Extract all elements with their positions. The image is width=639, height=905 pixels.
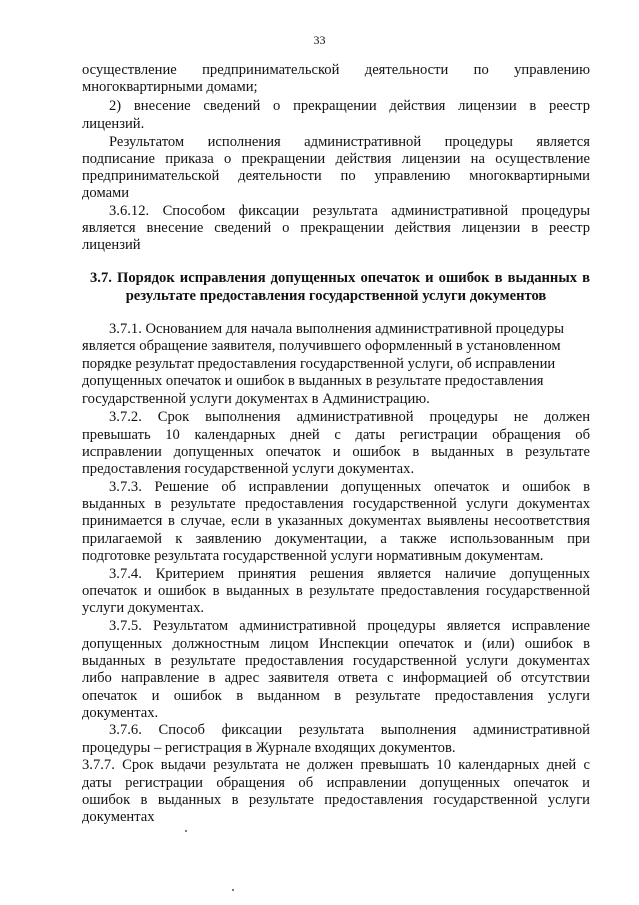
- page-number: 33: [313, 33, 326, 47]
- text-line: 3.7.1. Основанием для начала выполнения административной процедуры: [109, 321, 565, 337]
- text-line: предпринимательской деятельности по управлению многоквартирными: [82, 168, 590, 184]
- text-line: опечаток и ошибок в выданных в результате предоставления государственной: [82, 583, 590, 599]
- text-line: подготовке результата государственной услуги нормативным документам.: [82, 548, 544, 564]
- text-line: услуги документах.: [82, 600, 205, 616]
- text-line: предоставления государственной услуги документах.: [82, 461, 415, 477]
- section-heading: результате предоставления государственной услуги документов: [125, 288, 547, 304]
- text-line: исправлении допущенных опечаток и ошибок в выданных в результате: [82, 444, 590, 460]
- text-line: государственной услуги документах в Администрацию.: [82, 391, 430, 407]
- text-line: 3.7.4. Критерием принятия решения является наличие допущенных: [109, 566, 590, 582]
- text-line: 3.7.6. Способ фиксации результата выполнения административной: [109, 722, 590, 738]
- text-line: 3.6.12. Способом фиксации результата административной процедуры: [109, 203, 590, 219]
- text-line: прилагаемой к заявлению документации, а также использованным при: [82, 531, 590, 547]
- text-line: 3.7.2. Срок выполнения административной процедуры не должен: [109, 409, 590, 425]
- text-line: 2) внесение сведений о прекращении действия лицензии в реестр: [109, 98, 590, 114]
- text-line: превышать 10 календарных дней с даты регистрации обращения об: [82, 427, 590, 443]
- text-line: документах: [82, 809, 155, 825]
- text-line: допущенных должностным лицом Инспекции опечаток и (или) ошибок в: [82, 636, 590, 652]
- scan-speck: [232, 889, 234, 891]
- text-line: даты регистрации обращения об исправлении допущенных опечаток и: [82, 775, 590, 791]
- text-line: осуществление предпринимательской деятельности по управлению: [82, 62, 590, 78]
- section-heading: 3.7. Порядок исправления допущенных опечаток и ошибок в выданных в: [90, 270, 590, 286]
- text-line: многоквартирными домами;: [82, 79, 258, 95]
- text-line: ошибок в выданных в результате предоставления государственной услуги: [82, 792, 590, 808]
- text-line: допущенных опечаток и ошибок в выданных в результате предоставления: [82, 373, 544, 389]
- text-line: опечаток и ошибок в выданном в результате предоставления услуги: [82, 688, 590, 704]
- text-line: порядке результат предоставления государственной услуги, об исправлении: [82, 356, 556, 372]
- text-line: документах.: [82, 705, 159, 721]
- text-line: принимается в случае, если в указанных документах выявлены несоответствия: [82, 513, 590, 529]
- text-line: процедуры – регистрация в Журнале входящих документов.: [82, 740, 456, 756]
- text-line: 3.7.7. Срок выдачи результата не должен превышать 10 календарных дней с: [82, 757, 590, 773]
- text-line: домами: [82, 185, 130, 201]
- text-line: лицензий.: [82, 116, 145, 132]
- text-line: 3.7.3. Решение об исправлении допущенных опечаток и ошибок в: [109, 479, 590, 495]
- text-line: выданных в результате предоставления государственной услуги документах: [82, 653, 590, 669]
- text-line: выданных в результате предоставления государственной услуги документах: [82, 496, 590, 512]
- text-line: Результатом исполнения административной процедуры является: [109, 134, 590, 150]
- text-line: является обращение заявителя, получившего оформленный в установленном: [82, 338, 561, 354]
- text-line: является внесение сведений о прекращении действия лицензии в реестр: [82, 220, 590, 236]
- text-line: подписание приказа о прекращении действия лицензии на осуществление: [82, 151, 590, 167]
- scan-speck: [185, 830, 187, 832]
- text-line: либо направление в адрес заявителя ответа с информацией об отсутствии: [82, 670, 590, 686]
- text-line: лицензий: [82, 237, 141, 253]
- text-line: 3.7.5. Результатом административной процедуры является исправление: [109, 618, 590, 634]
